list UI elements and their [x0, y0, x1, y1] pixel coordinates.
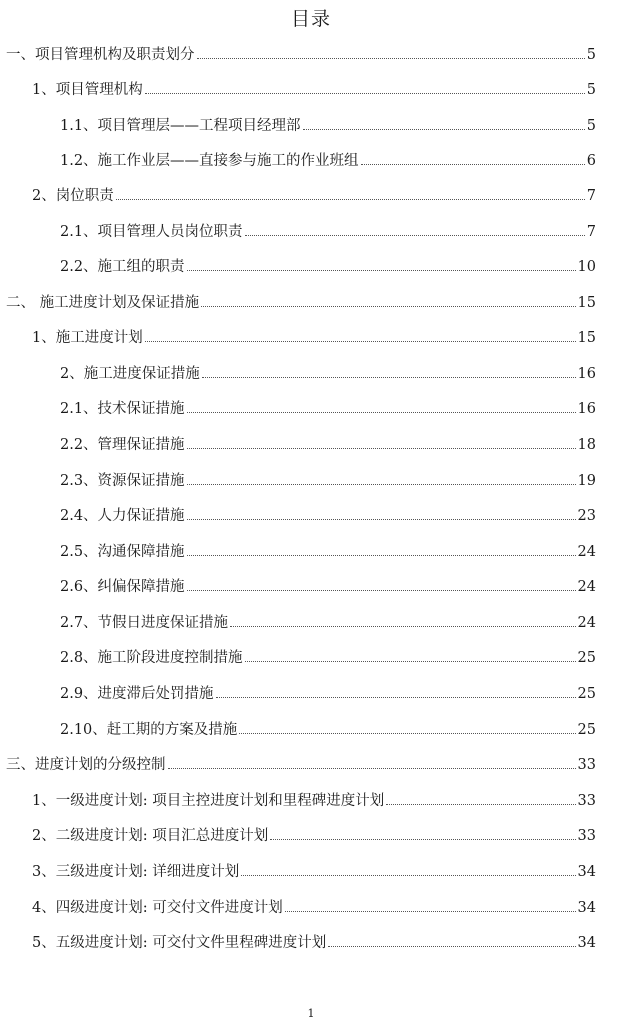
toc-entry-page: 15 [577, 295, 596, 311]
toc-entry[interactable] [6, 45, 596, 65]
toc-dot-leader [245, 235, 585, 236]
toc-entry-text: 2、施工进度保证措施 [60, 366, 200, 382]
toc-entry[interactable] [60, 399, 596, 419]
toc-entry[interactable] [32, 826, 596, 846]
toc-entry[interactable] [32, 898, 596, 918]
toc-entry-page: 23 [577, 508, 596, 524]
toc-entry[interactable] [60, 151, 596, 171]
toc-entry[interactable] [60, 648, 596, 668]
toc-entry[interactable] [60, 720, 596, 740]
toc-dot-leader [145, 341, 576, 342]
toc-dot-leader [202, 377, 576, 378]
toc-entry-text: 3、三级进度计划: 详细进度计划 [32, 864, 240, 880]
toc-entry-text: 2、二级进度计划: 项目汇总进度计划 [32, 828, 269, 844]
toc-entry-text: 一、项目管理机构及职责划分 [6, 47, 195, 63]
toc-entry-page: 10 [577, 259, 596, 275]
toc-dot-leader [241, 875, 575, 876]
toc-entry-page: 16 [577, 401, 596, 417]
toc-dot-leader [239, 733, 575, 734]
toc-entry-text: 2.6、纠偏保障措施 [60, 579, 185, 595]
toc-dot-leader [116, 199, 585, 200]
toc-entry[interactable] [6, 293, 596, 313]
toc-entry[interactable] [60, 542, 596, 562]
toc-entry-page: 34 [577, 900, 596, 916]
toc-dot-leader [285, 911, 576, 912]
toc-entry-page: 33 [577, 793, 596, 809]
toc-entry-page: 33 [577, 828, 596, 844]
toc-dot-leader [230, 626, 575, 627]
toc-entry[interactable] [60, 613, 596, 633]
toc-dot-leader [270, 839, 575, 840]
toc-entry-text: 2.3、资源保证措施 [60, 473, 185, 489]
toc-entry[interactable] [60, 471, 596, 491]
toc-dot-leader [197, 58, 585, 59]
toc-entry-text: 1.1、项目管理层——工程项目经理部 [60, 118, 301, 134]
toc-entry[interactable] [60, 435, 596, 455]
toc-entry-page: 34 [577, 935, 596, 951]
toc-dot-leader [168, 768, 576, 769]
toc-entry-text: 2.7、节假日进度保证措施 [60, 615, 229, 631]
toc-entry-text: 三、进度计划的分级控制 [6, 757, 166, 773]
toc-entry-text: 2、岗位职责 [32, 188, 114, 204]
page-number: 1 [307, 1007, 315, 1020]
toc-entry-text: 2.10、赶工期的方案及措施 [60, 722, 238, 738]
toc-dot-leader [187, 412, 576, 413]
toc-dot-leader [145, 93, 585, 94]
toc-entry[interactable] [32, 862, 596, 882]
toc-entry-page: 25 [577, 686, 596, 702]
toc-entry[interactable] [32, 933, 596, 953]
toc-entry-text: 2.8、施工阶段进度控制措施 [60, 650, 243, 666]
toc-dot-leader [187, 519, 576, 520]
toc-entry-text: 2.1、技术保证措施 [60, 401, 185, 417]
toc-entry-page: 34 [577, 864, 596, 880]
toc-entry[interactable] [60, 364, 596, 384]
toc-entry-text: 1.2、施工作业层——直接参与施工的作业班组 [60, 153, 359, 169]
toc-entry-page: 6 [586, 153, 596, 169]
toc-entry-page: 24 [577, 615, 596, 631]
toc-dot-leader [201, 306, 575, 307]
toc-dot-leader [187, 590, 576, 591]
toc-entry-page: 25 [577, 722, 596, 738]
toc-entry[interactable] [60, 684, 596, 704]
toc-entry-text: 2.2、施工组的职责 [60, 259, 185, 275]
toc-dot-leader [328, 946, 575, 947]
toc-entry-page: 18 [577, 437, 596, 453]
toc-entry[interactable] [60, 257, 596, 277]
toc-entry-text: 二、 施工进度计划及保证措施 [6, 295, 200, 311]
toc-dot-leader [187, 484, 576, 485]
toc-entry-page: 33 [577, 757, 596, 773]
toc-entry-text: 1、项目管理机构 [32, 82, 143, 98]
toc-entry[interactable] [60, 116, 596, 136]
toc-dot-leader [386, 804, 575, 805]
toc-entry-page: 5 [586, 47, 596, 63]
toc-dot-leader [216, 697, 576, 698]
toc-entry[interactable] [60, 506, 596, 526]
toc-entry-text: 2.5、沟通保障措施 [60, 544, 185, 560]
toc-entry-text: 1、一级进度计划: 项目主控进度计划和里程碑进度计划 [32, 793, 385, 809]
toc-entry[interactable] [6, 755, 596, 775]
toc-dot-leader [187, 270, 576, 271]
toc-entry[interactable] [60, 577, 596, 597]
toc-entry-page: 15 [577, 330, 596, 346]
toc-entry-text: 4、四级进度计划: 可交付文件进度计划 [32, 900, 283, 916]
toc-entry[interactable] [60, 222, 596, 242]
toc-entry-text: 1、施工进度计划 [32, 330, 143, 346]
toc-entry[interactable] [32, 328, 596, 348]
toc-entry-page: 25 [577, 650, 596, 666]
toc-entry-page: 16 [577, 366, 596, 382]
toc-dot-leader [361, 164, 585, 165]
toc-entry[interactable] [32, 186, 596, 206]
toc-entry-page: 24 [577, 579, 596, 595]
toc-entry-text: 2.1、项目管理人员岗位职责 [60, 224, 243, 240]
page-title: 目录 [290, 8, 331, 30]
toc-entry-page: 7 [586, 224, 596, 240]
toc-dot-leader [245, 661, 576, 662]
toc-dot-leader [187, 448, 576, 449]
toc-entry[interactable] [32, 791, 596, 811]
toc-dot-leader [187, 555, 576, 556]
toc-dot-leader [303, 129, 585, 130]
toc-entry-page: 24 [577, 544, 596, 560]
toc-entry-page: 5 [586, 82, 596, 98]
toc-entry-text: 2.4、人力保证措施 [60, 508, 185, 524]
toc-entry-text: 2.2、管理保证措施 [60, 437, 185, 453]
toc-entry-text: 2.9、进度滞后处罚措施 [60, 686, 214, 702]
toc-entry-page: 19 [577, 473, 596, 489]
toc-entry-page: 5 [586, 118, 596, 134]
toc-entry-page: 7 [586, 188, 596, 204]
toc-entry[interactable] [32, 80, 596, 100]
toc-entry-text: 5、五级进度计划: 可交付文件里程碑进度计划 [32, 935, 327, 951]
